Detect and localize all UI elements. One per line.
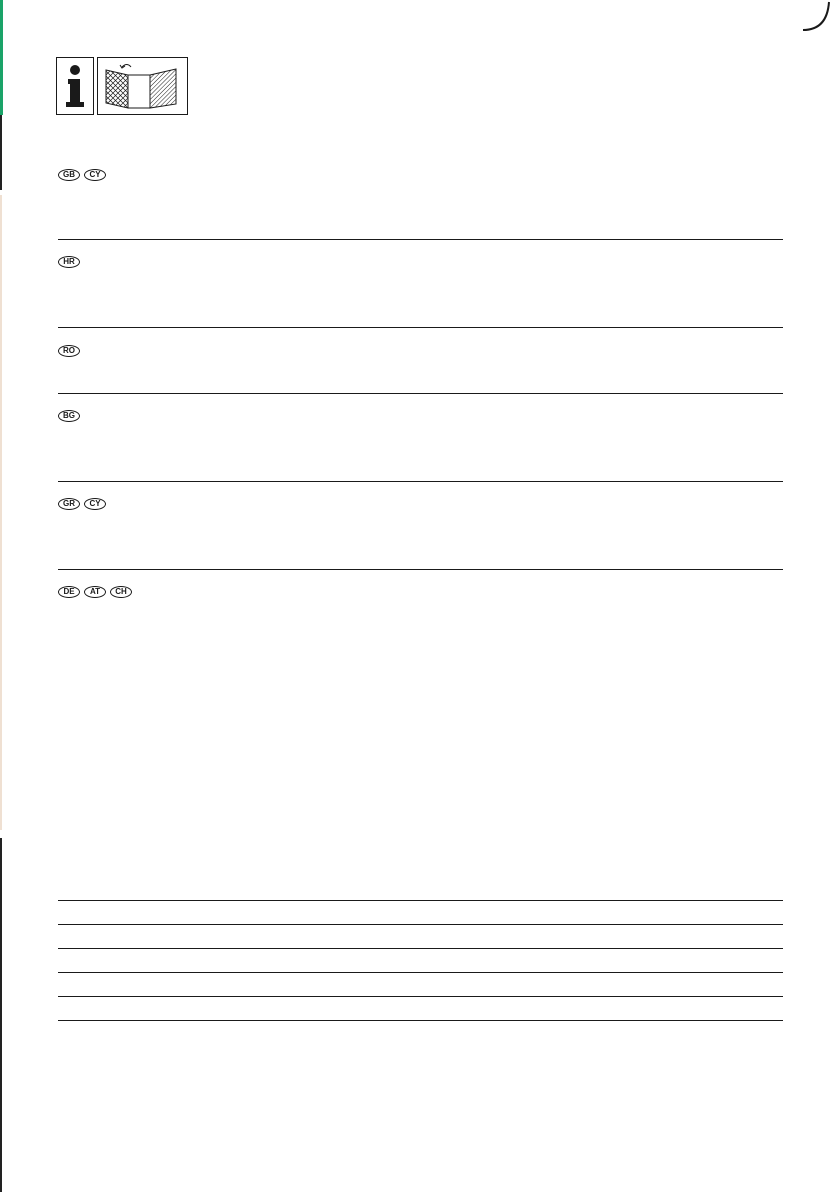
language-codes-gb-cy xyxy=(58,169,106,181)
language-codes-bg xyxy=(58,410,80,422)
country-code-badge: HR xyxy=(58,256,80,268)
section-divider xyxy=(58,569,783,570)
section-divider xyxy=(58,393,783,394)
language-codes-gr-cy xyxy=(58,498,106,510)
section-divider xyxy=(58,481,783,482)
open-manual-icon xyxy=(97,57,188,115)
country-code-badge: CY xyxy=(84,169,106,181)
footer-rule xyxy=(58,972,783,973)
country-code-badge: GR xyxy=(58,498,80,510)
language-codes-de-at-ch xyxy=(58,586,132,598)
crop-corner-icon xyxy=(801,0,831,32)
edge-color-strip xyxy=(0,0,3,115)
section-divider xyxy=(58,327,783,328)
footer-rule xyxy=(58,948,783,949)
country-code-badge: BG xyxy=(58,410,80,422)
edge-dark-strip-lower xyxy=(0,838,2,1192)
country-code-badge: RO xyxy=(58,345,80,357)
country-code-badge: AT xyxy=(84,586,106,598)
language-codes-ro xyxy=(58,345,80,357)
country-code-badge: DE xyxy=(58,586,80,598)
footer-rule xyxy=(58,924,783,925)
footer-rule xyxy=(58,996,783,997)
language-codes-hr xyxy=(58,256,80,268)
country-code-badge: CY xyxy=(84,498,106,510)
country-code-badge: GB xyxy=(58,169,80,181)
section-divider xyxy=(58,239,783,240)
edge-dark-strip xyxy=(0,115,2,190)
footer-rule xyxy=(58,900,783,901)
footer-rule xyxy=(58,1020,783,1021)
info-icon xyxy=(56,57,94,115)
country-code-badge: CH xyxy=(110,586,132,598)
edge-tan-strip xyxy=(0,195,2,830)
